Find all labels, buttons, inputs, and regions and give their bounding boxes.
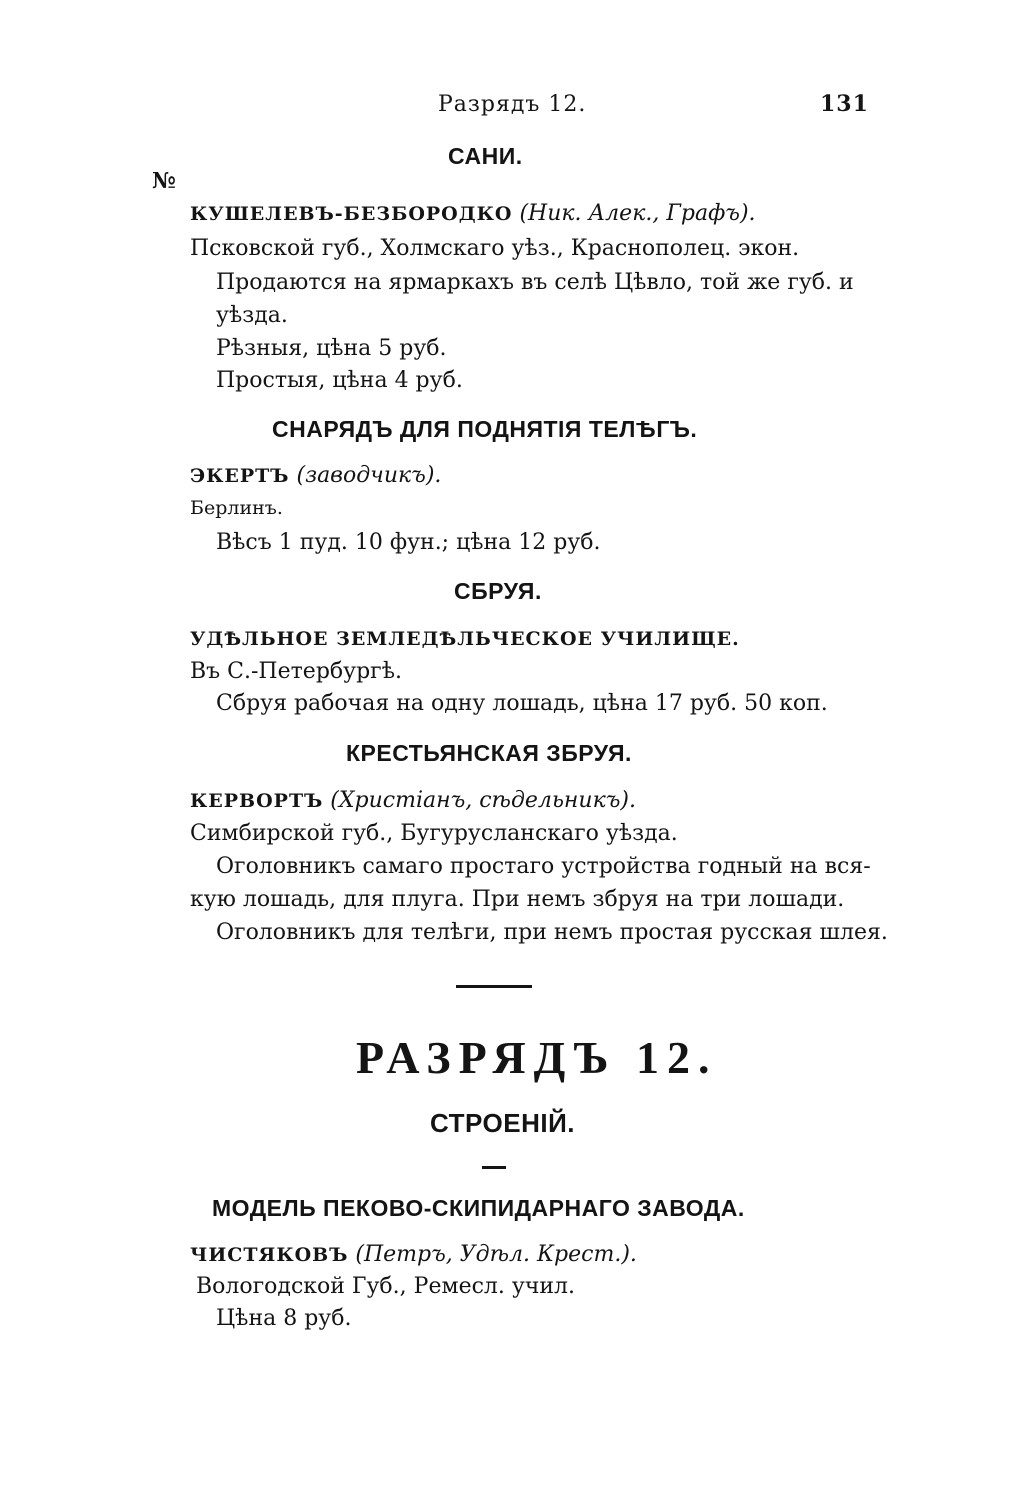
- heading-zbruya: КРЕСТЬЯНСКАЯ ЗБРУЯ.: [346, 740, 632, 766]
- description-line: Продаются на ярмаркахъ въ селѣ Цѣвло, той же губ. и: [216, 270, 854, 295]
- exhibitor-line: [190, 465, 441, 487]
- exhibitor-name: ЧИСТЯКОВЪ: [190, 1244, 349, 1266]
- exhibitor-name: КЕРВОРТЪ: [190, 790, 324, 812]
- exhibitor-location: Въ С.-Петербургѣ.: [190, 659, 402, 684]
- exhibitor-detail: (Петръ, Удѣл. Крест.).: [355, 1242, 637, 1267]
- exhibitor-line: [190, 203, 756, 225]
- section-divider: [456, 985, 532, 988]
- number-sign: №: [152, 168, 176, 194]
- section-title: РАЗРЯДЪ 12.: [356, 1032, 718, 1083]
- exhibitor-detail: (Ник. Алек., Графъ).: [519, 201, 756, 226]
- running-head-title: Разрядъ 12.: [438, 92, 587, 117]
- description-line: кую лошадь, для плуга. При немъ збруя на три лошади.: [190, 887, 845, 912]
- heading-model: МОДЕЛЬ ПЕКОВО-СКИПИДАРНАГО ЗАВОДА.: [212, 1195, 745, 1221]
- description-line: Оголовникъ для телѣги, при немъ простая русская шлея.: [216, 920, 888, 945]
- exhibitor-name: УДѢЛЬНОЕ ЗЕМЛЕДѢЛЬЧЕСКОЕ УЧИЛИЩЕ.: [190, 628, 740, 650]
- exhibitor-location: Псковской губ., Холмскаго уѣз., Краснополец. экон.: [190, 236, 800, 261]
- description-line: уѣзда.: [216, 303, 288, 328]
- exhibitor-line: [190, 790, 636, 812]
- price-line: Простыя, цѣна 4 руб.: [216, 368, 463, 393]
- heading-sani: САНИ.: [448, 143, 523, 169]
- exhibitor-location: Берлинъ.: [190, 497, 283, 519]
- price-line: Цѣна 8 руб.: [216, 1306, 352, 1331]
- description-line: Вѣсъ 1 пуд. 10 фун.; цѣна 12 руб.: [216, 530, 601, 555]
- exhibitor-name: КУШЕЛЕВЪ-БЕЗБОРОДКО: [190, 203, 513, 225]
- short-rule: [482, 1166, 506, 1169]
- price-line: Рѣзныя, цѣна 5 руб.: [216, 336, 447, 361]
- heading-snaryad: СНАРЯДЪ ДЛЯ ПОДНЯТІЯ ТЕЛѢГЪ.: [272, 416, 698, 442]
- section-subtitle: СТРОЕНІЙ.: [430, 1108, 575, 1138]
- exhibitor-name: ЭКЕРТЪ: [190, 465, 290, 487]
- exhibitor-line: [190, 1244, 637, 1266]
- exhibitor-location: Вологодской Губ., Ремесл. учил.: [196, 1274, 576, 1299]
- page-number: 131: [820, 91, 869, 117]
- exhibitor-detail: (Христіанъ, сѣдельникъ).: [330, 788, 636, 813]
- exhibitor-location: Симбирской губ., Бугурусланскаго уѣзда.: [190, 821, 678, 846]
- exhibitor-detail: (заводчикъ).: [296, 463, 442, 488]
- description-line: Сбруя рабочая на одну лошадь, цѣна 17 руб. 50 коп.: [216, 691, 828, 716]
- description-line: Оголовникъ самаго простаго устройства годный на вся-: [216, 854, 871, 879]
- heading-sbruya: СБРУЯ.: [454, 578, 542, 604]
